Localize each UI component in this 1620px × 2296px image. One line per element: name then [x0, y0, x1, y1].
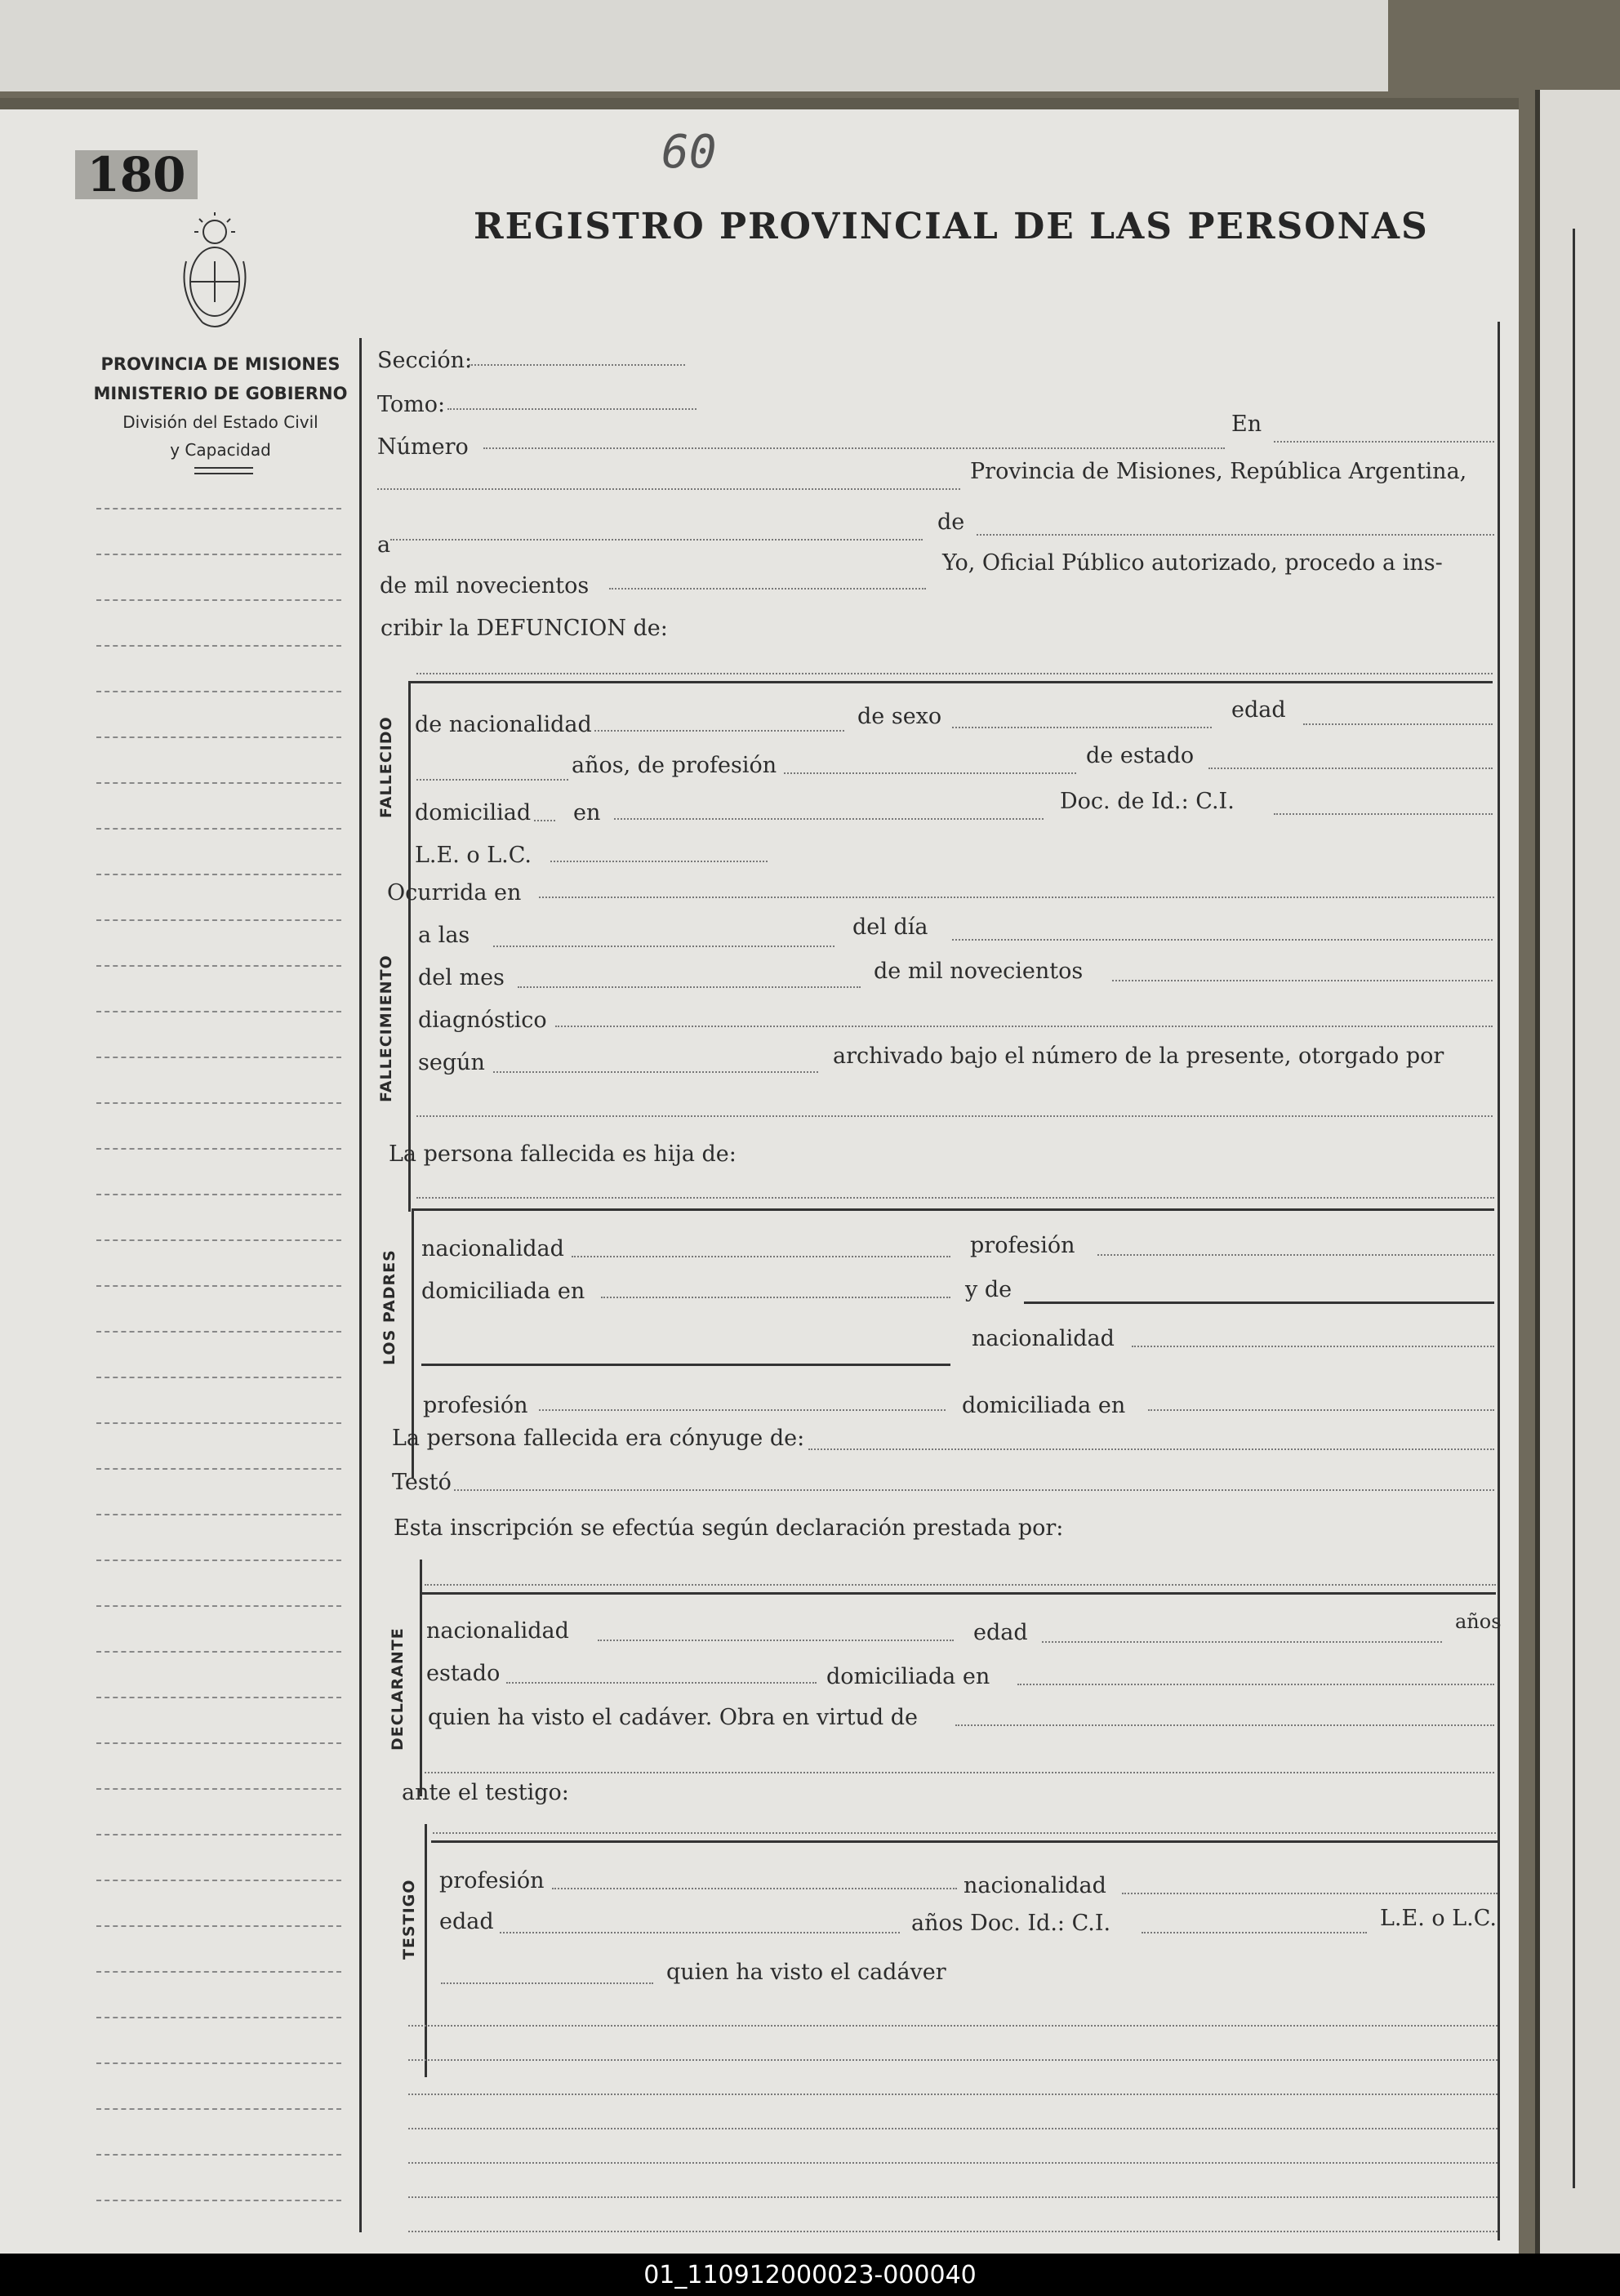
field-segun[interactable] — [493, 1071, 818, 1073]
margin-line[interactable] — [96, 1011, 341, 1012]
margin-line[interactable] — [96, 1102, 341, 1104]
field-test-nacionalidad[interactable] — [1122, 1893, 1498, 1894]
label-decl-anos: años — [1455, 1610, 1502, 1633]
field-decl-domicilio[interactable] — [1017, 1684, 1494, 1685]
margin-line[interactable] — [96, 1377, 341, 1378]
label-del-dia: del día — [852, 914, 928, 940]
blank-line[interactable] — [408, 2196, 1498, 2198]
field-padre-profesion[interactable] — [1097, 1254, 1494, 1256]
field-nacionalidad[interactable] — [594, 730, 844, 732]
field-decl-obra[interactable] — [955, 1724, 1494, 1726]
field-fallecido-name[interactable] — [416, 673, 1493, 674]
margin-line[interactable] — [96, 1239, 341, 1241]
label-decl-domiciliada: domiciliada en — [826, 1664, 990, 1689]
padres-label: LOS PADRES — [381, 1249, 398, 1365]
margin-line[interactable] — [96, 1285, 341, 1287]
agency-capacity: y Capacidad — [170, 440, 271, 460]
field-test-ci[interactable] — [1142, 1932, 1367, 1933]
margin-line[interactable] — [96, 1651, 341, 1653]
margin-line[interactable] — [96, 2062, 341, 2064]
field-numero[interactable] — [483, 447, 1225, 449]
label-declaracion: Esta inscripción se efectúa según declaración prestada por: — [394, 1515, 1064, 1541]
field-madre-profesion[interactable] — [539, 1409, 946, 1411]
label-le-lc: L.E. o L.C. — [415, 843, 532, 868]
margin-line[interactable] — [96, 1057, 341, 1058]
label-padre-domiciliada: domiciliada en — [421, 1279, 585, 1304]
label-edad: edad — [1231, 697, 1286, 723]
label-nacionalidad: de nacionalidad — [415, 712, 592, 737]
label-decl-edad: edad — [973, 1620, 1028, 1645]
blank-line[interactable] — [408, 2231, 1498, 2232]
testigo-bracket — [425, 1824, 427, 2077]
page-title: REGISTRO PROVINCIAL DE LAS PERSONAS — [474, 206, 1429, 247]
label-y-de: y de — [965, 1277, 1012, 1302]
margin-line[interactable] — [96, 1422, 341, 1424]
madre-rule — [1024, 1302, 1494, 1304]
label-sexo: de sexo — [857, 704, 942, 729]
field-conyuge[interactable] — [808, 1448, 1494, 1450]
label-madre-domiciliada: domiciliada en — [962, 1393, 1126, 1418]
label-del-mes: del mes — [418, 965, 505, 990]
field-tomo[interactable] — [447, 408, 697, 410]
field-profesion[interactable] — [784, 772, 1076, 774]
field-en[interactable] — [1274, 441, 1494, 443]
field-testo[interactable] — [454, 1489, 1494, 1491]
agency-ministry: MINISTERIO DE GOBIERNO — [93, 384, 348, 403]
margin-line[interactable] — [96, 1514, 341, 1515]
label-decl-visto: quien ha visto el cadáver. Obra en virtud de — [428, 1705, 919, 1730]
testigo-top-rule — [431, 1840, 1498, 1843]
label-a: a — [377, 532, 391, 558]
label-seccion: Sección: — [377, 348, 473, 373]
margin-line[interactable] — [96, 2200, 341, 2201]
declarante-top-rule — [420, 1592, 1496, 1595]
label-ocurrida: Ocurrida en — [387, 880, 522, 905]
declarante-label: DECLARANTE — [389, 1627, 407, 1751]
margin-line[interactable] — [96, 874, 341, 875]
label-provincia: Provincia de Misiones, República Argentina, — [970, 459, 1467, 484]
label-test-le-lc: L.E. o L.C. — [1380, 1906, 1498, 1931]
margin-line[interactable] — [96, 2154, 341, 2156]
label-a-las: a las — [418, 923, 470, 948]
label-madre-profesion: profesión — [423, 1393, 528, 1418]
label-test-visto: quien ha visto el cadáver — [666, 1960, 946, 1985]
testigo-label: TESTIGO — [400, 1879, 418, 1960]
field-estado[interactable] — [1208, 768, 1493, 769]
label-padre-profesion: profesión — [970, 1233, 1075, 1258]
margin-line[interactable] — [96, 965, 341, 967]
field-padre-name[interactable] — [416, 1197, 1494, 1199]
label-doc: Doc. de Id.: C.I. — [1060, 789, 1235, 814]
label-numero: Número — [377, 434, 469, 460]
label-de-mil-fall: de mil novecientos — [874, 959, 1084, 984]
declarante-bracket — [420, 1560, 422, 1796]
label-test-profesion: profesión — [439, 1868, 545, 1893]
field-diagnostico[interactable] — [555, 1026, 1493, 1027]
agency-rule — [194, 467, 253, 474]
margin-line[interactable] — [96, 1194, 341, 1195]
margin-line[interactable] — [96, 736, 341, 738]
label-inscribir: cribir la DEFUNCION de: — [381, 616, 668, 641]
label-domiciliad: domiciliad — [415, 800, 532, 825]
margin-line[interactable] — [96, 1742, 341, 1744]
field-de-mil[interactable] — [609, 588, 926, 590]
blank-line[interactable] — [408, 2128, 1498, 2129]
margin-line[interactable] — [96, 645, 341, 647]
agency-province: PROVINCIA DE MISIONES — [100, 354, 340, 374]
field-del-mes[interactable] — [518, 986, 861, 988]
margin-line[interactable] — [96, 2108, 341, 2110]
label-oficial: Yo, Oficial Público autorizado, procedo a ins- — [942, 550, 1443, 576]
label-conyuge: La persona fallecida era cónyuge de: — [392, 1426, 805, 1451]
label-de-mil: de mil novecientos — [380, 573, 590, 598]
label-anos-profesion: años, de profesión — [572, 753, 777, 778]
field-ci[interactable] — [1274, 813, 1493, 815]
label-madre-nacionalidad: nacionalidad — [972, 1326, 1115, 1351]
margin-line[interactable] — [96, 691, 341, 692]
field-madre-domicilio[interactable] — [1148, 1409, 1494, 1411]
label-en-dom: en — [573, 800, 601, 825]
agency-division: División del Estado Civil — [122, 412, 318, 432]
margin-line[interactable] — [96, 1148, 341, 1150]
field-anos[interactable] — [416, 779, 568, 781]
field-padre-domicilio[interactable] — [601, 1297, 950, 1298]
field-decl-extra[interactable] — [425, 1772, 1494, 1773]
right-page-edge — [1535, 90, 1620, 2254]
label-estado: de estado — [1086, 743, 1195, 768]
coat-of-arms-icon — [178, 212, 251, 335]
field-seccion[interactable] — [469, 364, 685, 366]
footer-id-bar — [0, 2254, 1620, 2296]
label-test-nacionalidad: nacionalidad — [964, 1873, 1106, 1898]
blank-line[interactable] — [408, 2059, 1498, 2061]
fallecido-label: FALLECIDO — [377, 716, 395, 818]
field-test-le-lc[interactable] — [441, 1982, 653, 1984]
label-tomo: Tomo: — [377, 392, 446, 417]
margin-line[interactable] — [96, 1880, 341, 1881]
handwritten-number: 60 — [661, 126, 717, 179]
field-padre-nacionalidad[interactable] — [572, 1256, 950, 1257]
field-decl-edad[interactable] — [1042, 1641, 1442, 1643]
label-de: de — [937, 509, 965, 535]
field-otorgado[interactable] — [416, 1115, 1493, 1117]
fallecimiento-label: FALLECIMIENTO — [377, 954, 395, 1102]
label-decl-estado: estado — [426, 1661, 501, 1686]
label-archivado: archivado bajo el número de la presente, otorgado por — [833, 1043, 1444, 1069]
margin-line[interactable] — [96, 1560, 341, 1561]
page-number-stamp: 180 — [75, 150, 198, 199]
field-a-las[interactable] — [493, 946, 834, 947]
madre-name-rule — [421, 1364, 950, 1366]
field-en-2[interactable] — [377, 488, 960, 490]
field-ocurrida[interactable] — [539, 897, 1494, 898]
label-test-edad: edad — [439, 1909, 494, 1934]
right-divider — [1498, 322, 1500, 2240]
fallecido-top-rule — [408, 681, 1493, 683]
label-hija-de: La persona fallecida es hija de: — [389, 1141, 737, 1167]
field-a[interactable] — [390, 539, 923, 541]
label-padre-nacionalidad: nacionalidad — [421, 1236, 564, 1261]
footer-id: 01_110912000023-000040 — [643, 2260, 977, 2289]
field-decl-nacionalidad[interactable] — [598, 1640, 954, 1641]
label-diagnostico: diagnóstico — [418, 1008, 547, 1033]
left-divider — [359, 338, 362, 2232]
label-ante-testigo: ante el testigo: — [402, 1780, 569, 1805]
label-en: En — [1231, 412, 1262, 437]
field-testigo-name[interactable] — [433, 1832, 1496, 1834]
margin-line[interactable] — [96, 599, 341, 601]
field-le-lc[interactable] — [550, 861, 768, 862]
label-decl-nacionalidad: nacionalidad — [426, 1618, 569, 1644]
margin-line[interactable] — [96, 782, 341, 784]
field-declarante-name[interactable] — [425, 1584, 1496, 1586]
margin-line[interactable] — [96, 508, 341, 509]
field-test-edad[interactable] — [500, 1932, 900, 1933]
field-domiciliad-suffix[interactable] — [534, 820, 555, 821]
margin-line[interactable] — [96, 554, 341, 555]
field-sexo[interactable] — [952, 727, 1212, 728]
field-de-mil-fall[interactable] — [1112, 980, 1493, 981]
field-del-dia[interactable] — [952, 939, 1493, 941]
margin-line[interactable] — [96, 1468, 341, 1470]
margin-line[interactable] — [96, 1331, 341, 1333]
margin-line[interactable] — [96, 2017, 341, 2018]
label-test-anos-doc: años Doc. Id.: C.I. — [911, 1911, 1111, 1936]
field-madre-nacionalidad[interactable] — [1132, 1346, 1494, 1347]
label-testo: Testó — [392, 1470, 452, 1495]
field-edad[interactable] — [1303, 723, 1493, 725]
field-test-profesion[interactable] — [552, 1888, 957, 1889]
top-paper-edge — [0, 0, 1388, 91]
blank-line[interactable] — [408, 2094, 1498, 2095]
label-segun: según — [418, 1050, 485, 1075]
margin-line[interactable] — [96, 919, 341, 921]
margin-line[interactable] — [96, 1697, 341, 1698]
margin-line[interactable] — [96, 1971, 341, 1973]
field-de[interactable] — [977, 534, 1494, 536]
margin-line[interactable] — [96, 828, 341, 830]
registry-page — [0, 98, 1519, 2265]
margin-line[interactable] — [96, 1605, 341, 1607]
margin-line[interactable] — [96, 1788, 341, 1790]
margin-line[interactable] — [96, 1925, 341, 1927]
blank-line[interactable] — [408, 2162, 1498, 2164]
margin-line[interactable] — [96, 1834, 341, 1835]
padres-top-rule — [412, 1208, 1494, 1211]
field-decl-estado[interactable] — [506, 1682, 817, 1684]
blank-line[interactable] — [408, 2025, 1498, 2027]
agency-block — [82, 349, 359, 464]
field-domicilio[interactable] — [614, 818, 1044, 820]
